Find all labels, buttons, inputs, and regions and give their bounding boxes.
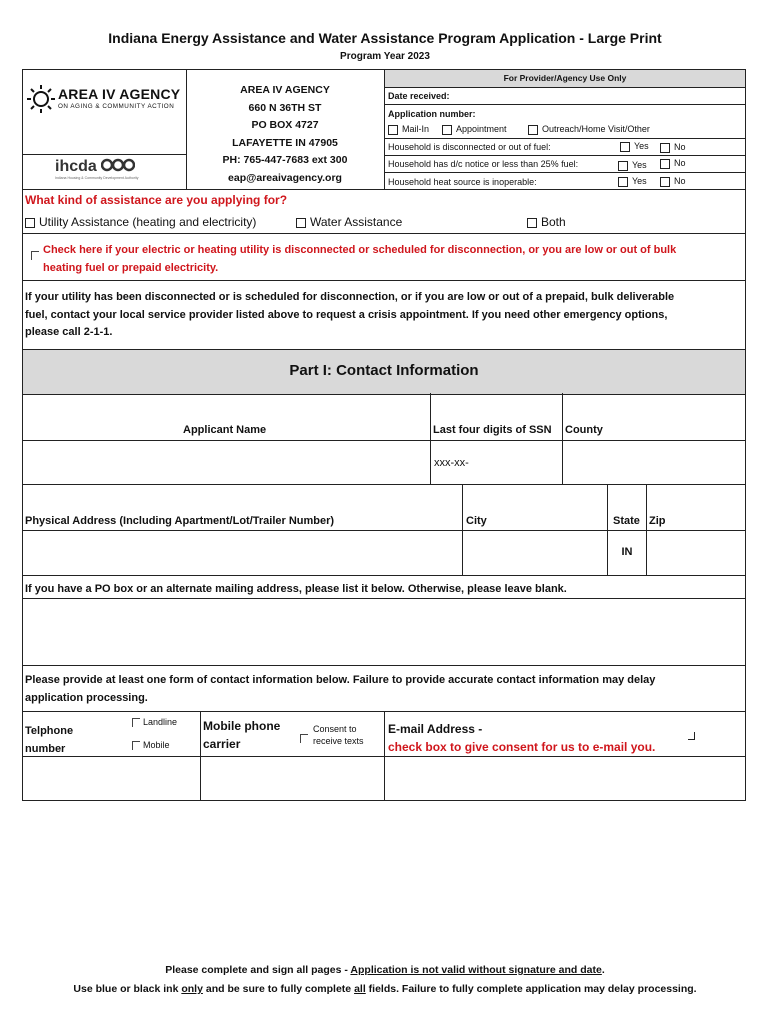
checkbox[interactable] xyxy=(660,177,670,187)
program-year: Program Year 2023 xyxy=(340,51,430,62)
water-assistance-option[interactable]: Water Assistance xyxy=(296,215,402,229)
contact-instructions: Please provide at least one form of contact information below. Failure to provide accurate contact information may delay application processing. xyxy=(25,674,656,704)
physical-address-label: Physical Address (Including Apartment/Lot/Trailer Number) xyxy=(25,515,335,527)
area-iv-logo xyxy=(26,82,186,118)
agency-city: LAFAYETTE IN 47905 xyxy=(232,136,338,149)
assistance-question: What kind of assistance are you applying for? xyxy=(25,193,288,207)
city-label: City xyxy=(466,515,487,527)
heat-source-no[interactable]: No xyxy=(660,176,686,187)
county-input[interactable] xyxy=(564,442,744,482)
consent-texts-checkbox[interactable] xyxy=(300,730,311,748)
date-received-label: Date received: xyxy=(388,91,450,101)
checkbox[interactable] xyxy=(618,161,628,171)
checkbox[interactable] xyxy=(660,143,670,153)
page-title: Indiana Energy Assistance and Water Assistance Program Application - Large Print xyxy=(108,30,662,46)
ssn-input[interactable] xyxy=(432,442,560,482)
both-option[interactable]: Both xyxy=(527,215,566,229)
agency-street: 660 N 36TH ST xyxy=(248,101,322,114)
application-number-label: Application number: xyxy=(388,109,476,119)
alternate-address-input[interactable] xyxy=(24,600,744,663)
email-label: E-mail Address - xyxy=(388,722,483,736)
ihcda-tagline: Indiana Housing & Community Development Authority xyxy=(55,176,139,180)
checkbox[interactable] xyxy=(618,177,628,187)
mobile-carrier-input[interactable] xyxy=(202,758,382,799)
county-label: County xyxy=(565,424,603,436)
ihcda-mark-icon xyxy=(101,158,135,172)
heat-source-yes[interactable]: Yes xyxy=(618,176,647,187)
po-box-instructions: If you have a PO box or an alternate mailing address, please list it below. Otherwise, please leave blank. xyxy=(25,583,567,595)
logo-name: AREA IV AGENCY xyxy=(58,86,181,102)
crisis-check-text: Check here if your electric or heating utility is disconnected or scheduled for disconnection, or you are low or out of bulk heating fuel or prepaid electricity. xyxy=(43,244,677,274)
appointment-option[interactable]: Appointment xyxy=(442,124,507,135)
ihcda-logo: ihcda Indiana Housing & Community Development Authority xyxy=(55,158,165,188)
dc-notice-question: Household has d/c notice or less than 25% fuel: xyxy=(388,159,579,169)
utility-assistance-option[interactable]: Utility Assistance (heating and electricity) xyxy=(25,215,256,229)
checkbox[interactable] xyxy=(296,218,306,228)
checkbox[interactable] xyxy=(527,218,537,228)
sun-logo-icon xyxy=(26,84,56,114)
mobile-carrier-label: Mobile phone carrier xyxy=(203,719,281,751)
state-value: IN xyxy=(621,546,633,558)
dc-notice-yes[interactable]: Yes xyxy=(618,160,647,171)
outreach-option[interactable]: Outreach/Home Visit/Other xyxy=(528,124,650,135)
provider-title: For Provider/Agency Use Only xyxy=(503,73,627,83)
telephone-input[interactable] xyxy=(24,758,198,799)
checkbox[interactable] xyxy=(25,218,35,228)
city-input[interactable] xyxy=(464,532,605,573)
landline-option[interactable]: Landline xyxy=(132,717,177,727)
disconnected-question: Household is disconnected or out of fuel: xyxy=(388,142,551,152)
ssn-prefix: xxx-xx- xyxy=(434,457,469,469)
mail-in-option[interactable]: Mail-In xyxy=(388,124,429,135)
dc-notice-no[interactable]: No xyxy=(660,158,686,169)
mobile-option[interactable]: Mobile xyxy=(132,740,170,750)
checkbox[interactable] xyxy=(442,125,452,135)
email-consent-checkbox[interactable] xyxy=(688,732,695,740)
agency-email: eap@areaivagency.org xyxy=(228,171,342,184)
crisis-info: If your utility has been disconnected or is scheduled for disconnection, or if you are low or out of a prepaid, bulk deliverable fuel, contact your local service provider listed above to request a crisis appointment. If you need other emergency options, please call 2-1-1. xyxy=(25,291,675,338)
zip-label: Zip xyxy=(649,515,666,527)
state-label: State xyxy=(613,515,640,527)
agency-address xyxy=(186,82,384,187)
telephone-label: Telphone number xyxy=(25,725,74,755)
email-consent-label: check box to give consent for us to e-mail you. xyxy=(388,740,656,754)
checkbox[interactable] xyxy=(528,125,538,135)
physical-address-input[interactable] xyxy=(24,532,460,573)
checkbox[interactable] xyxy=(388,125,398,135)
applicant-name-label: Applicant Name xyxy=(183,424,267,436)
checkbox[interactable] xyxy=(620,142,630,152)
consent-texts-label: Consent to receive texts xyxy=(313,724,364,746)
agency-phone: PH: 765-447-7683 ext 300 xyxy=(222,154,348,166)
checkbox[interactable] xyxy=(660,159,670,169)
part1-title: Part I: Contact Information xyxy=(289,362,479,379)
disconnected-no[interactable]: No xyxy=(660,142,686,153)
logo-tagline: ON AGING & COMMUNITY ACTION xyxy=(58,103,175,110)
footer-line1: Please complete and sign all pages - Application is not valid without signature and date. xyxy=(165,964,605,976)
disconnected-yes[interactable]: Yes xyxy=(620,141,649,152)
crisis-checkbox[interactable] xyxy=(31,247,42,265)
footer-line2: Use blue or black ink only and be sure to fully complete all fields. Failure to fully complete application may delay processing. xyxy=(73,983,697,995)
email-input[interactable] xyxy=(386,758,744,799)
heat-source-question: Household heat source is inoperable: xyxy=(388,177,537,187)
applicant-name-input[interactable] xyxy=(24,442,428,482)
zip-input[interactable] xyxy=(648,532,744,573)
agency-name: AREA IV AGENCY xyxy=(240,84,330,96)
agency-po-box: PO BOX 4727 xyxy=(251,119,319,131)
ssn-label: Last four digits of SSN xyxy=(433,424,552,436)
